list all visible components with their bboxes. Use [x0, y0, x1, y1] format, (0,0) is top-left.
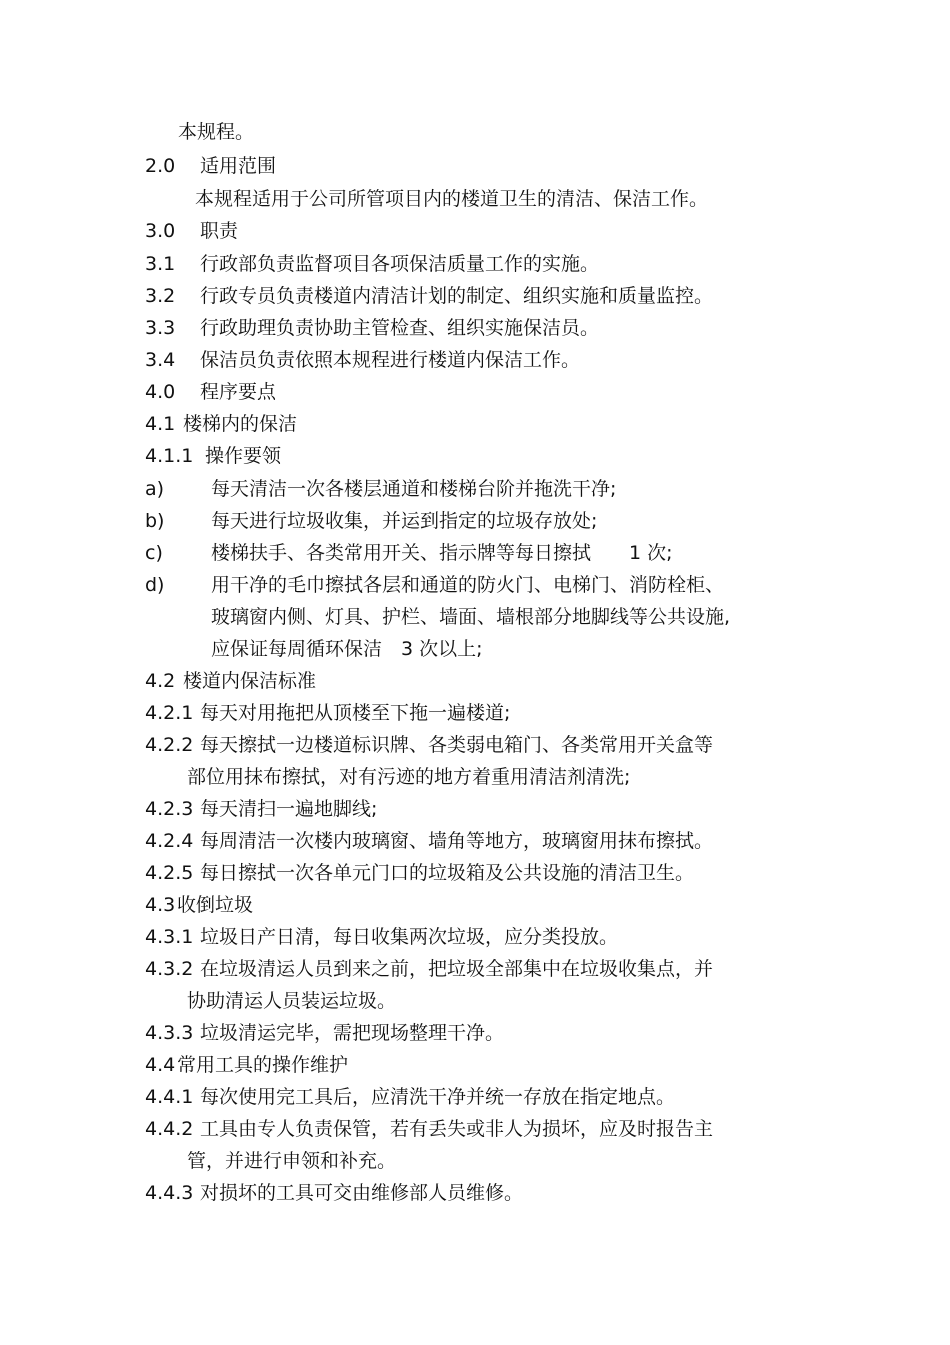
item-text: 工具由专人负责保管，若有丢失或非人为损坏，应及时报告主	[200, 1118, 714, 1140]
item-text: 每周清洁一次楼内玻璃窗、墙角等地方，玻璃窗用抹布擦拭。	[200, 830, 714, 852]
item-text: 每天对用拖把从顶楼至下拖一遍楼道;	[200, 702, 511, 724]
item-text: 每天擦拭一边楼道标识牌、各类弱电箱门、各类常用开关盒等	[200, 734, 714, 756]
item-text: 垃圾清运完毕，需把现场整理干净。	[200, 1022, 505, 1044]
item-number: 4.4.1	[145, 1086, 194, 1108]
section-title: 操作要领	[205, 445, 282, 467]
section-title: 楼梯内的保洁	[183, 413, 298, 435]
section-title: 职责	[200, 220, 239, 242]
item-number: 4.2.4	[145, 830, 194, 852]
item-text: 行政专员负责楼道内清洁计划的制定、组织实施和质量监控。	[200, 285, 714, 307]
item-number: 4.3.2	[145, 958, 194, 980]
item-letter: a)	[145, 478, 165, 500]
item-text: 玻璃窗内侧、灯具、护栏、墙面、墙根部分地脚线等公共设施,	[211, 606, 731, 628]
item-text: 行政部负责监督项目各项保洁质量工作的实施。	[200, 253, 600, 275]
section-title: 楼道内保洁标准	[183, 670, 317, 692]
item-number: 3.1	[145, 253, 176, 275]
section-number: 4.3	[145, 894, 176, 916]
item-text: 每天清洁一次各楼层通道和楼梯台阶并拖洗干净;	[211, 478, 617, 500]
section-number: 4.2	[145, 670, 176, 692]
section-number: 4.1	[145, 413, 176, 435]
item-text: 在垃圾清运人员到来之前，把垃圾全部集中在垃圾收集点，并	[200, 958, 714, 980]
item-number: 4.2.5	[145, 862, 194, 884]
section-number: 4.1.1	[145, 445, 194, 467]
item-number: 3.3	[145, 317, 176, 339]
section-title: 适用范围	[200, 155, 277, 177]
section-title: 程序要点	[200, 381, 277, 403]
item-text: 行政助理负责协助主管检查、组织实施保洁员。	[200, 317, 600, 339]
line-text: 本规程。	[178, 121, 255, 143]
item-text: 部位用抹布擦拭，对有污迹的地方着重用清洁剂清洗;	[187, 766, 631, 788]
item-text: 保洁员负责依照本规程进行楼道内保洁工作。	[200, 349, 581, 371]
item-text: 每次使用完工具后，应清洗干净并统一存放在指定地点。	[200, 1086, 676, 1108]
item-text: 协助清运人员装运垃圾。	[187, 990, 397, 1012]
section-title: 常用工具的操作维护	[177, 1054, 349, 1076]
item-text: 垃圾日产日清，每日收集两次垃圾，应分类投放。	[200, 926, 619, 948]
section-number: 3.0	[145, 220, 176, 242]
item-number: 4.2.1	[145, 702, 194, 724]
item-text: 每天清扫一遍地脚线;	[200, 798, 378, 820]
section-number: 4.4	[145, 1054, 176, 1076]
item-number: 4.4.2	[145, 1118, 194, 1140]
item-letter: d)	[145, 574, 165, 596]
section-number: 4.0	[145, 381, 176, 403]
item-letter: c)	[145, 542, 163, 564]
item-number: 4.2.2	[145, 734, 194, 756]
item-text: 每天进行垃圾收集，并运到指定的垃圾存放处;	[211, 510, 598, 532]
item-number: 4.3.1	[145, 926, 194, 948]
line-text: 本规程适用于公司所管项目内的楼道卫生的清洁、保洁工作。	[195, 188, 709, 210]
section-title: 收倒垃圾	[177, 894, 254, 916]
item-number: 4.4.3	[145, 1182, 194, 1204]
item-text: 每日擦拭一次各单元门口的垃圾箱及公共设施的清洁卫生。	[200, 862, 695, 884]
item-number: 3.2	[145, 285, 176, 307]
item-text: 管，并进行申领和补充。	[187, 1150, 397, 1172]
item-text: 应保证每周循环保洁 3 次以上;	[211, 638, 483, 660]
item-number: 4.3.3	[145, 1022, 194, 1044]
item-text: 用干净的毛巾擦拭各层和通道的防火门、电梯门、消防栓柜、	[211, 574, 725, 596]
item-number: 4.2.3	[145, 798, 194, 820]
item-number: 3.4	[145, 349, 176, 371]
item-text: 楼梯扶手、各类常用开关、指示牌等每日擦拭 1 次;	[211, 542, 673, 564]
item-letter: b)	[145, 510, 165, 532]
section-number: 2.0	[145, 155, 176, 177]
item-text: 对损坏的工具可交由维修部人员维修。	[200, 1182, 524, 1204]
